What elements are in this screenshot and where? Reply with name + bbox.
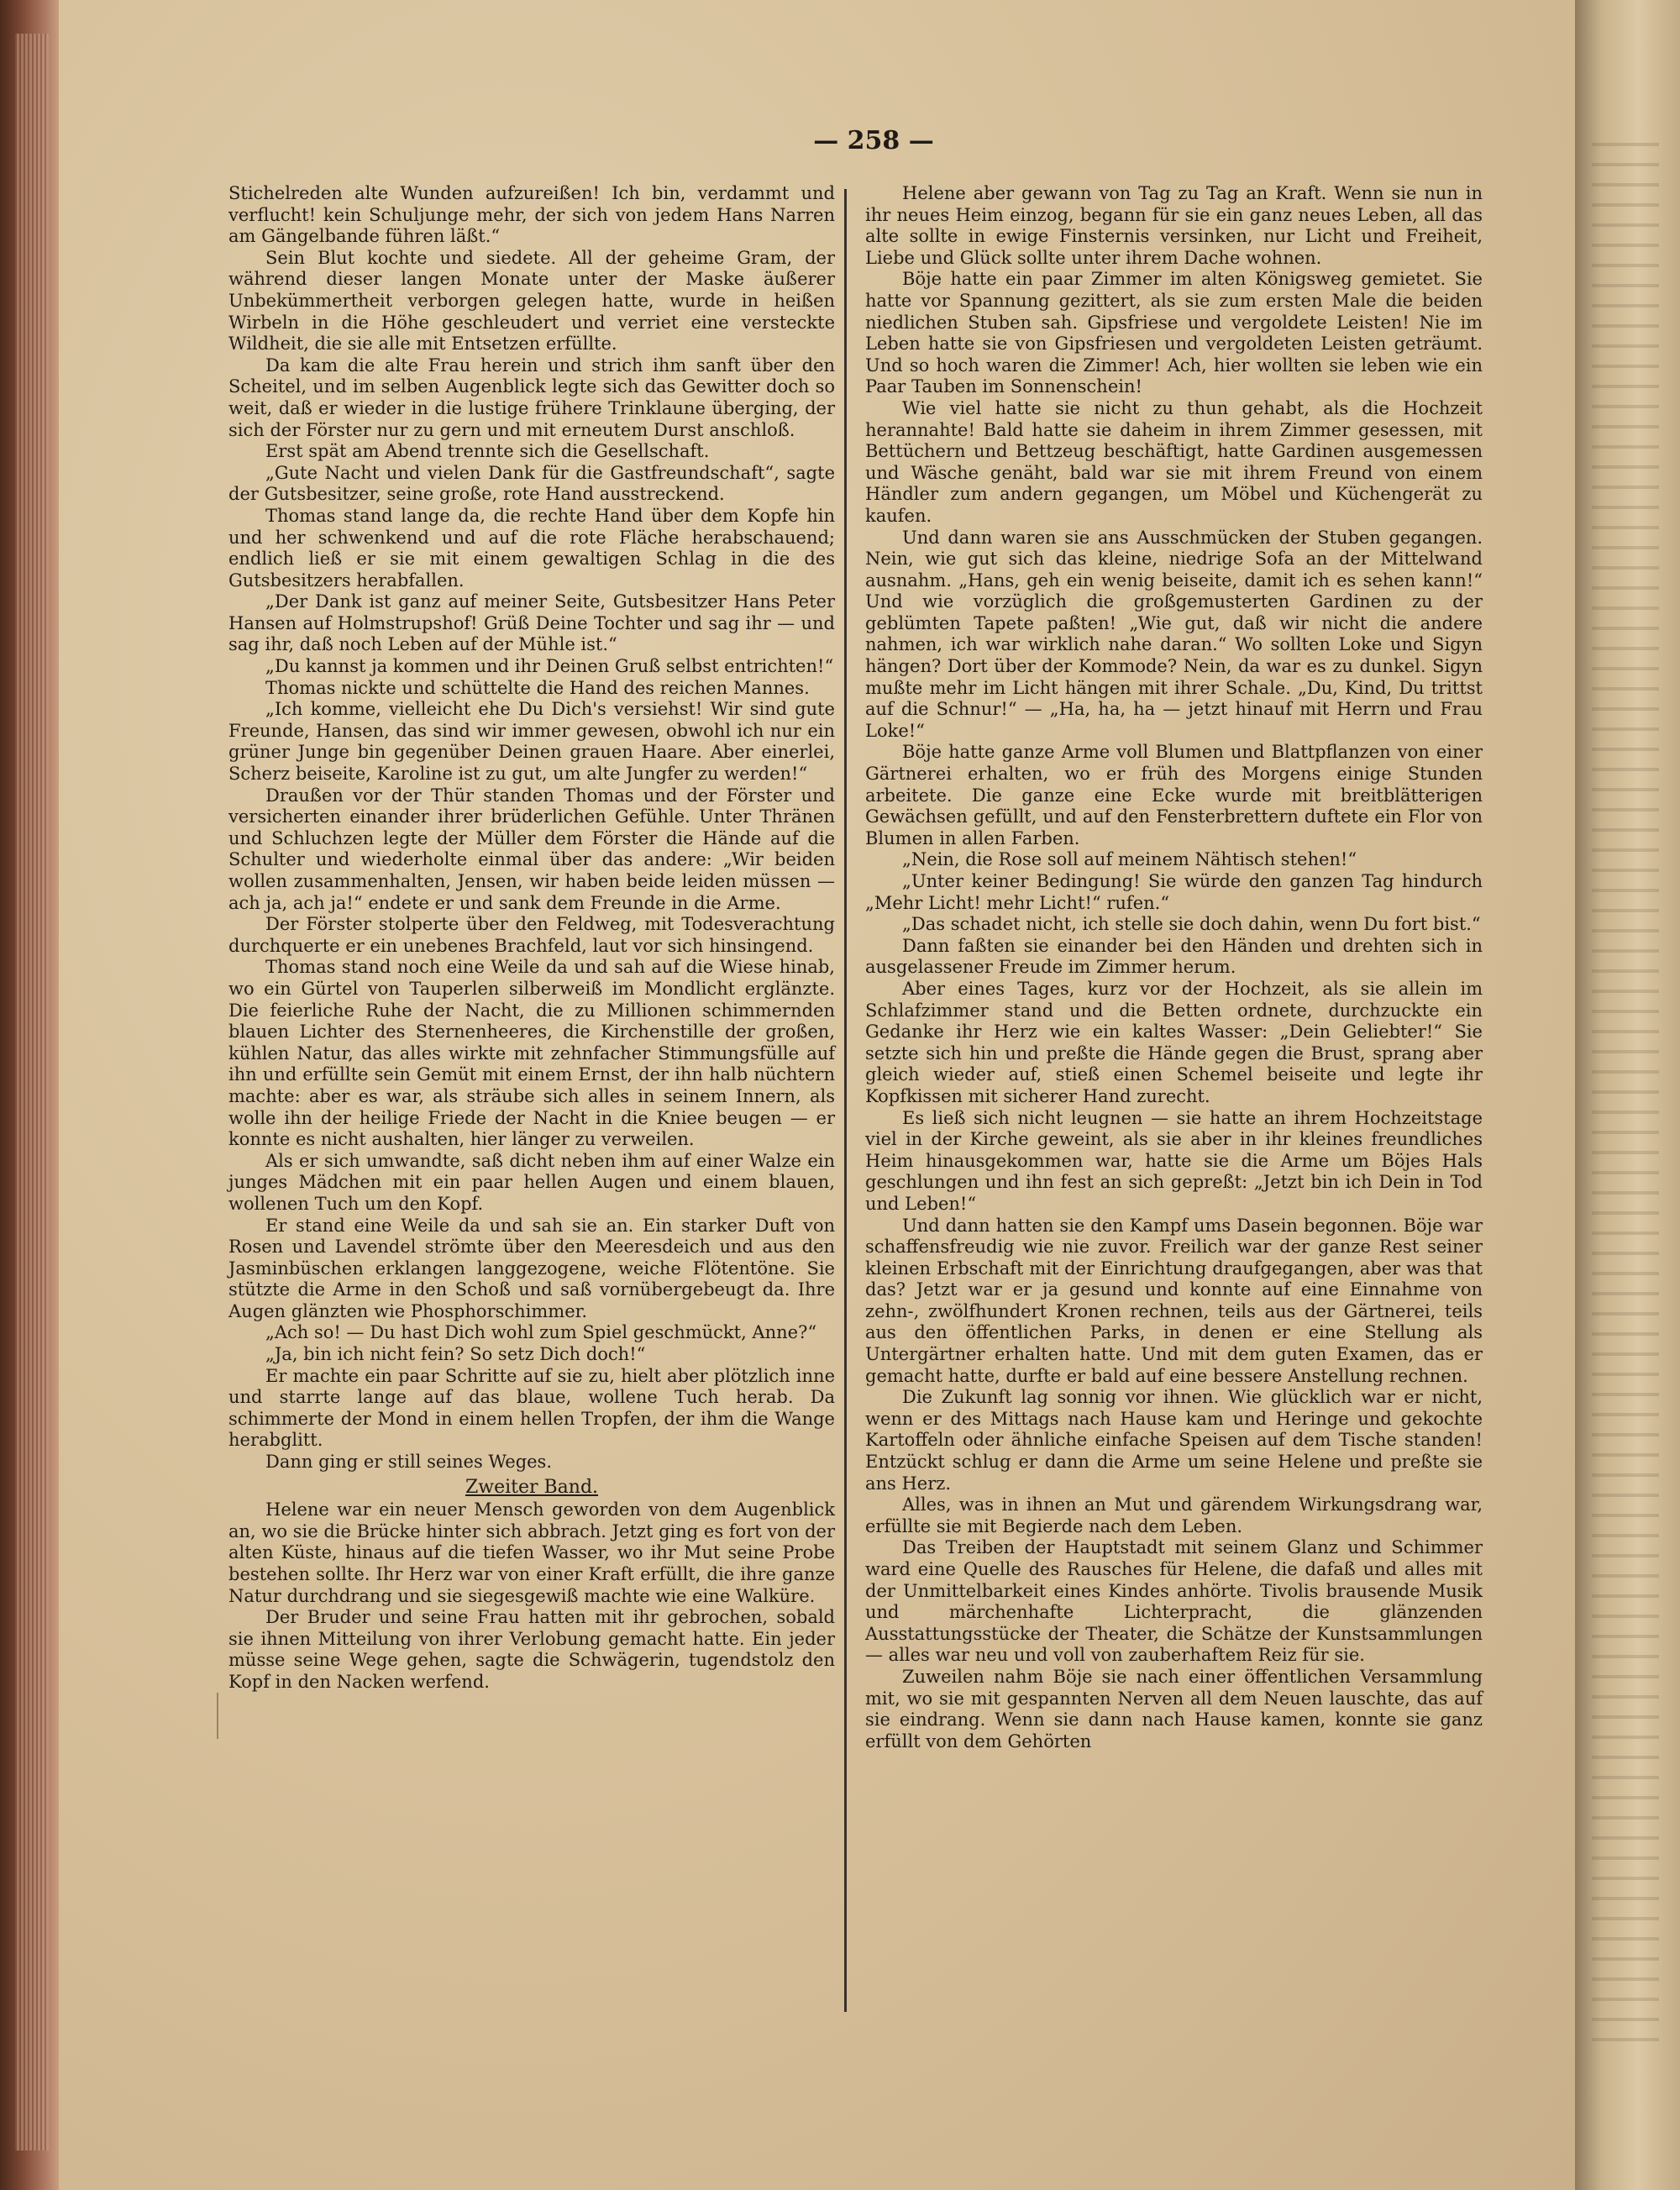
paragraph: Sein Blut kochte und siedete. All der geheime Gram, der während dieser langen Monate unter der Maske äußerer Unbekümmertheit verborgen gelegen hatte, wurde in heißen Wirbeln in die Höhe geschleudert und verriet eine versteckte Wildheit, die sie alle mit Entsetzen erfüllte. xyxy=(228,247,835,354)
column-divider xyxy=(844,189,847,2012)
paragraph: „Ich komme, vielleicht ehe Du Dich's versiehst! Wir sind gute Freunde, Hansen, das sind wir immer gewesen, obwohl ich nur ein grüner Junge bin gegenüber Deinen grauen Haare. Aber einerlei, Scherz beiseite, Karoline ist zu gut, um alte Jungfer zu werden!“ xyxy=(228,699,835,785)
paragraph: „Gute Nacht und vielen Dank für die Gastfreundschaft“, sagte der Gutsbesitzer, seine große, rote Hand ausstreckend. xyxy=(228,462,835,505)
paragraph: Der Förster stolperte über den Feldweg, mit Todesverachtung durchquerte er ein unebenes Brachfeld, laut vor sich hinsingend. xyxy=(228,914,835,956)
paragraph: Helene aber gewann von Tag zu Tag an Kraft. Wenn sie nun in ihr neues Heim einzog, begann für sie ein ganz neues Leben, all das alte sollte in ewige Finsternis versinken, nur Licht und Freiheit, Liebe und Glück sollte unter ihrem Dache wohnen. xyxy=(865,183,1483,268)
facing-page-showthrough xyxy=(1592,126,1659,2058)
right-column xyxy=(865,183,1483,1752)
paragraph: Zuweilen nahm Böje sie nach einer öffentlichen Versammlung mit, wo sie mit gespannten Nerven all dem Neuen lauschte, das auf sie eindrang. Wenn sie dann nach Hause kamen, konnte sie ganz erfüllt von dem Gehörten xyxy=(865,1666,1483,1751)
left-column xyxy=(228,183,835,1694)
paragraph: „Der Dank ist ganz auf meiner Seite, Gutsbesitzer Hans Peter Hansen auf Holmstrupshof! Grüß Deine Tochter und sag ihr — und sag ihr, daß noch Leben auf der Mühle ist.“ xyxy=(228,591,835,655)
paragraph: Thomas stand noch eine Weile da und sah auf die Wiese hinab, wo ein Gürtel von Tauperlen silberweiß im Mondlicht erglänzte. Die feierliche Ruhe der Nacht, die zu Millionen schimmernden blauen Lichter des Sternenheeres, die Kirchenstille der großen, kühlen Natur, das alles wirkte mit zehnfacher Stimmungsfülle auf ihn und erfüllte sein Gemüt mit einem Ernst, der ihn halb nüchtern machte: aber es war, als sträube sich alles in seinem Innern, als wolle ihn der heilige Friede der Nacht in die Kniee beugen — er konnte es nicht aushalten, hier länger zu verweilen. xyxy=(228,957,835,1150)
paragraph: Dann ging er still seines Weges. xyxy=(265,1452,553,1473)
paragraph: Das Treiben der Hauptstadt mit seinem Glanz und Schimmer ward eine Quelle des Rausches für Helene, die dafaß und alles mit der Unmittelbarkeit eines Kindes anhörte. Tivolis brausende Musik und märchenhafte Lichterpracht, die glänzenden Ausstattungsstücke der Theater, die Schätze der Kunstsammlungen — alles war neu und voll von zauberhaftem Reiz für sie. xyxy=(865,1537,1483,1666)
paragraph: Thomas nickte und schüttelte die Hand des reichen Mannes. xyxy=(265,677,810,698)
paragraph: Wie viel hatte sie nicht zu thun gehabt, als die Hochzeit herannahte! Bald hatte sie daheim in ihrem Zimmer gesessen, mit Bettüchern und Bettzeug beschäftigt, hatte Gardinen ausgemessen und Wäsche genäht, bald war sie mit ihrem Freund von einem Händler zum andern gegangen, um Möbel und Küchengerät zu kaufen. xyxy=(865,397,1483,526)
paragraph: Als er sich umwandte, saß dicht neben ihm auf einer Walze ein junges Mädchen mit ein paar hellen Augen und einem blauen, wollenen Tuch um den Kopf. xyxy=(228,1150,835,1214)
paragraph: Böje hatte ganze Arme voll Blumen und Blattpflanzen von einer Gärtnerei erhalten, wo er früh des Morgens einige Stunden arbeitete. Die ganze eine Ecke wurde mit breitblätterigen Gewächsen gefüllt, und auf den Fensterbrettern duftete ein Flor von Blumen in allen Farben. xyxy=(865,742,1483,848)
paragraph: Helene war ein neuer Mensch geworden von dem Augenblick an, wo sie die Brücke hinter sich abbrach. Jetzt ging es fort von der alten Küste, hinaus auf die tiefen Wasser, wo ihr Mut seine Probe bestehen sollte. Ihr Herz war von einer Kraft erfüllt, die ihre ganze Natur durchdrang und sie siegesgewiß machte wie eine Walküre. xyxy=(228,1499,835,1606)
paragraph: „Nein, die Rose soll auf meinem Nähtisch stehen!“ xyxy=(902,849,1357,870)
paragraph: Er machte ein paar Schritte auf sie zu, hielt aber plötzlich inne und starrte lange auf das blaue, wollene Tuch herab. Da schimmerte der Mond in einem hellen Tropfen, der ihm die Wange herabglitt. xyxy=(228,1365,835,1451)
paragraph: Dann faßten sie einander bei den Händen und drehten sich in ausgelassener Freude im Zimmer herum. xyxy=(865,935,1483,978)
paragraph: „Unter keiner Bedingung! Sie würde den ganzen Tag hindurch „Mehr Licht! mehr Licht!“ rufen.“ xyxy=(865,871,1483,913)
paragraph: „Ja, bin ich nicht fein? So setz Dich doch!“ xyxy=(265,1344,646,1365)
paragraph: Erst spät am Abend trennte sich die Gesellschaft. xyxy=(265,441,710,462)
paragraph: Aber eines Tages, kurz vor der Hochzeit, als sie allein im Schlafzimmer stand und die Betten ordnete, durchzuckte ein Gedanke ihr Herz wie ein kaltes Wasser: „Dein Geliebter!“ Sie setzte sich hin und preßte die Hände gegen die Brust, sprang aber gleich wieder auf, stieß einen Schemel beiseite und legte ihr Kopfkissen mit sicherer Hand zurecht. xyxy=(865,978,1483,1106)
paragraph: „Du kannst ja kommen und ihr Deinen Gruß selbst entrichten!“ xyxy=(265,656,834,677)
margin-mark xyxy=(217,1693,218,1739)
paragraph: Und dann waren sie ans Ausschmücken der Stuben gegangen. Nein, wie gut sich das kleine, niedrige Sofa an der Mittelwand ausnahm. „Hans, geh ein wenig beiseite, damit ich es sehen kann!“ Und wie vorzüglich die großgemusterten Gardinen zu der geblümten Tapete paßten! „Wie gut, daß wir nicht die andere nahmen, ich war wirklich nahe daran.“ Wo sollten Loke und Sigyn hängen? Dort über der Kommode? Nein, da war es zu dunkel. Sigyn mußte mehr im Licht hängen mit ihrer Schale. „Du, Kind, Du trittst auf die Schnur!“ — „Ha, ha, ha — jetzt hinauf mit Herrn und Frau Loke!“ xyxy=(865,527,1483,741)
book-edge-left xyxy=(0,0,59,2190)
paragraph: Die Zukunft lag sonnig vor ihnen. Wie glücklich war er nicht, wenn er des Mittags nach Hause kam und Heringe und gekochte Kartoffeln oder ähnliche einfache Speisen auf dem Tische standen! Entzückt schlug er dann die Arme um seine Helene und preßte sie ans Herz. xyxy=(865,1387,1483,1494)
section-heading: Zweiter Band. xyxy=(465,1476,599,1498)
paragraph: Thomas stand lange da, die rechte Hand über dem Kopfe hin und her schwenkend und auf die rote Fläche herabschauend; endlich ließ er sie mit einem gewaltigen Schlag in die des Gutsbesitzers herabfallen. xyxy=(228,505,835,591)
paragraph: „Ach so! — Du hast Dich wohl zum Spiel geschmückt, Anne?“ xyxy=(265,1322,817,1343)
paragraph: Der Bruder und seine Frau hatten mit ihr gebrochen, sobald sie ihnen Mitteilung von ihrer Verlobung gemacht hatte. Ein jeder müsse seine Wege gehen, sagte die Schwägerin, tugendstolz den Kopf in den Nacken werfend. xyxy=(228,1607,835,1692)
paragraph: Er stand eine Weile da und sah sie an. Ein starker Duft von Rosen und Lavendel strömte über den Meeresdeich und aus den Jasminbüschen erklangen langgezogene, weiche Flötentöne. Sie stützte die Arme in den Schoß und saß vornübergebeugt da. Ihre Augen glänzten wie Phosphorschimmer. xyxy=(228,1215,835,1321)
paragraph: Böje hatte ein paar Zimmer im alten Königsweg gemietet. Sie hatte vor Spannung gezittert, als sie zum ersten Male die beiden niedlichen Stuben sah. Gipsfriese und vergoldete Leisten! Nie im Leben hatte sie von Gipsfriesen und vergoldeten Leisten geträumt. Und so hoch waren die Zimmer! Ach, hier wollten sie leben wie ein Paar Tauben im Sonnenschein! xyxy=(865,269,1483,397)
paragraph: Es ließ sich nicht leugnen — sie hatte an ihrem Hochzeitstage viel in der Kirche geweint, als sie aber in ihr kleines freundliches Heim hinausgekommen war, hatte sie die Arme um Böjes Hals geschlungen und ihn fest an sich gepreßt: „Jetzt bin ich Dein in Tod und Leben!“ xyxy=(865,1107,1483,1214)
paragraph: Und dann hatten sie den Kampf ums Dasein begonnen. Böje war schaffensfreudig wie nie zuvor. Freilich war der ganze Rest seiner kleinen Erbschaft mit der Einrichtung draufgegangen, aber was that das? Jetzt war er ja gesund und konnte auf eine Einnahme von zehn-, zwölfhundert Kronen rechnen, teils aus der Gärtnerei, teils aus den öffentlichen Parks, in denen er eine Stellung als Untergärtner erhalten hatte. Und mit dem guten Examen, das er gemacht hatte, durfte er bald auf eine bessere Anstellung rechnen. xyxy=(865,1215,1483,1386)
paragraph: „Das schadet nicht, ich stelle sie doch dahin, wenn Du fort bist.“ xyxy=(902,914,1481,935)
paragraph: Draußen vor der Thür standen Thomas und der Förster und versicherten einander ihrer brüderlichen Gefühle. Unter Thränen und Schluchzen legte der Müller dem Förster die Hände auf die Schulter und wiederholte einmal über das andere: „Wir beiden wollen zusammenhalten, Jensen, wir haben beide leiden müssen — ach ja, ach ja!“ endete er und sank dem Freunde in die Arme. xyxy=(228,785,835,913)
book-gutter-right xyxy=(1575,0,1680,2190)
page-number: — 258 — xyxy=(813,126,934,155)
paragraph: Da kam die alte Frau herein und strich ihm sanft über den Scheitel, und im selben Augenblick legte sich das Gewitter doch so weit, daß er wieder in die lustige frühere Trinklaune überging, der sich der Förster nur zu gern und mit erneutem Durst anschloß. xyxy=(228,354,835,440)
page-stack-edges xyxy=(15,34,49,2151)
paragraph: Alles, was in ihnen an Mut und gärendem Wirkungsdrang war, erfüllte sie mit Begierde nach dem Leben. xyxy=(865,1494,1483,1536)
paragraph: Stichelreden alte Wunden aufzureißen! Ich bin, verdammt und verflucht! kein Schuljunge mehr, der sich von jedem Hans Narren am Gängelbande führen läßt.“ xyxy=(228,183,835,247)
